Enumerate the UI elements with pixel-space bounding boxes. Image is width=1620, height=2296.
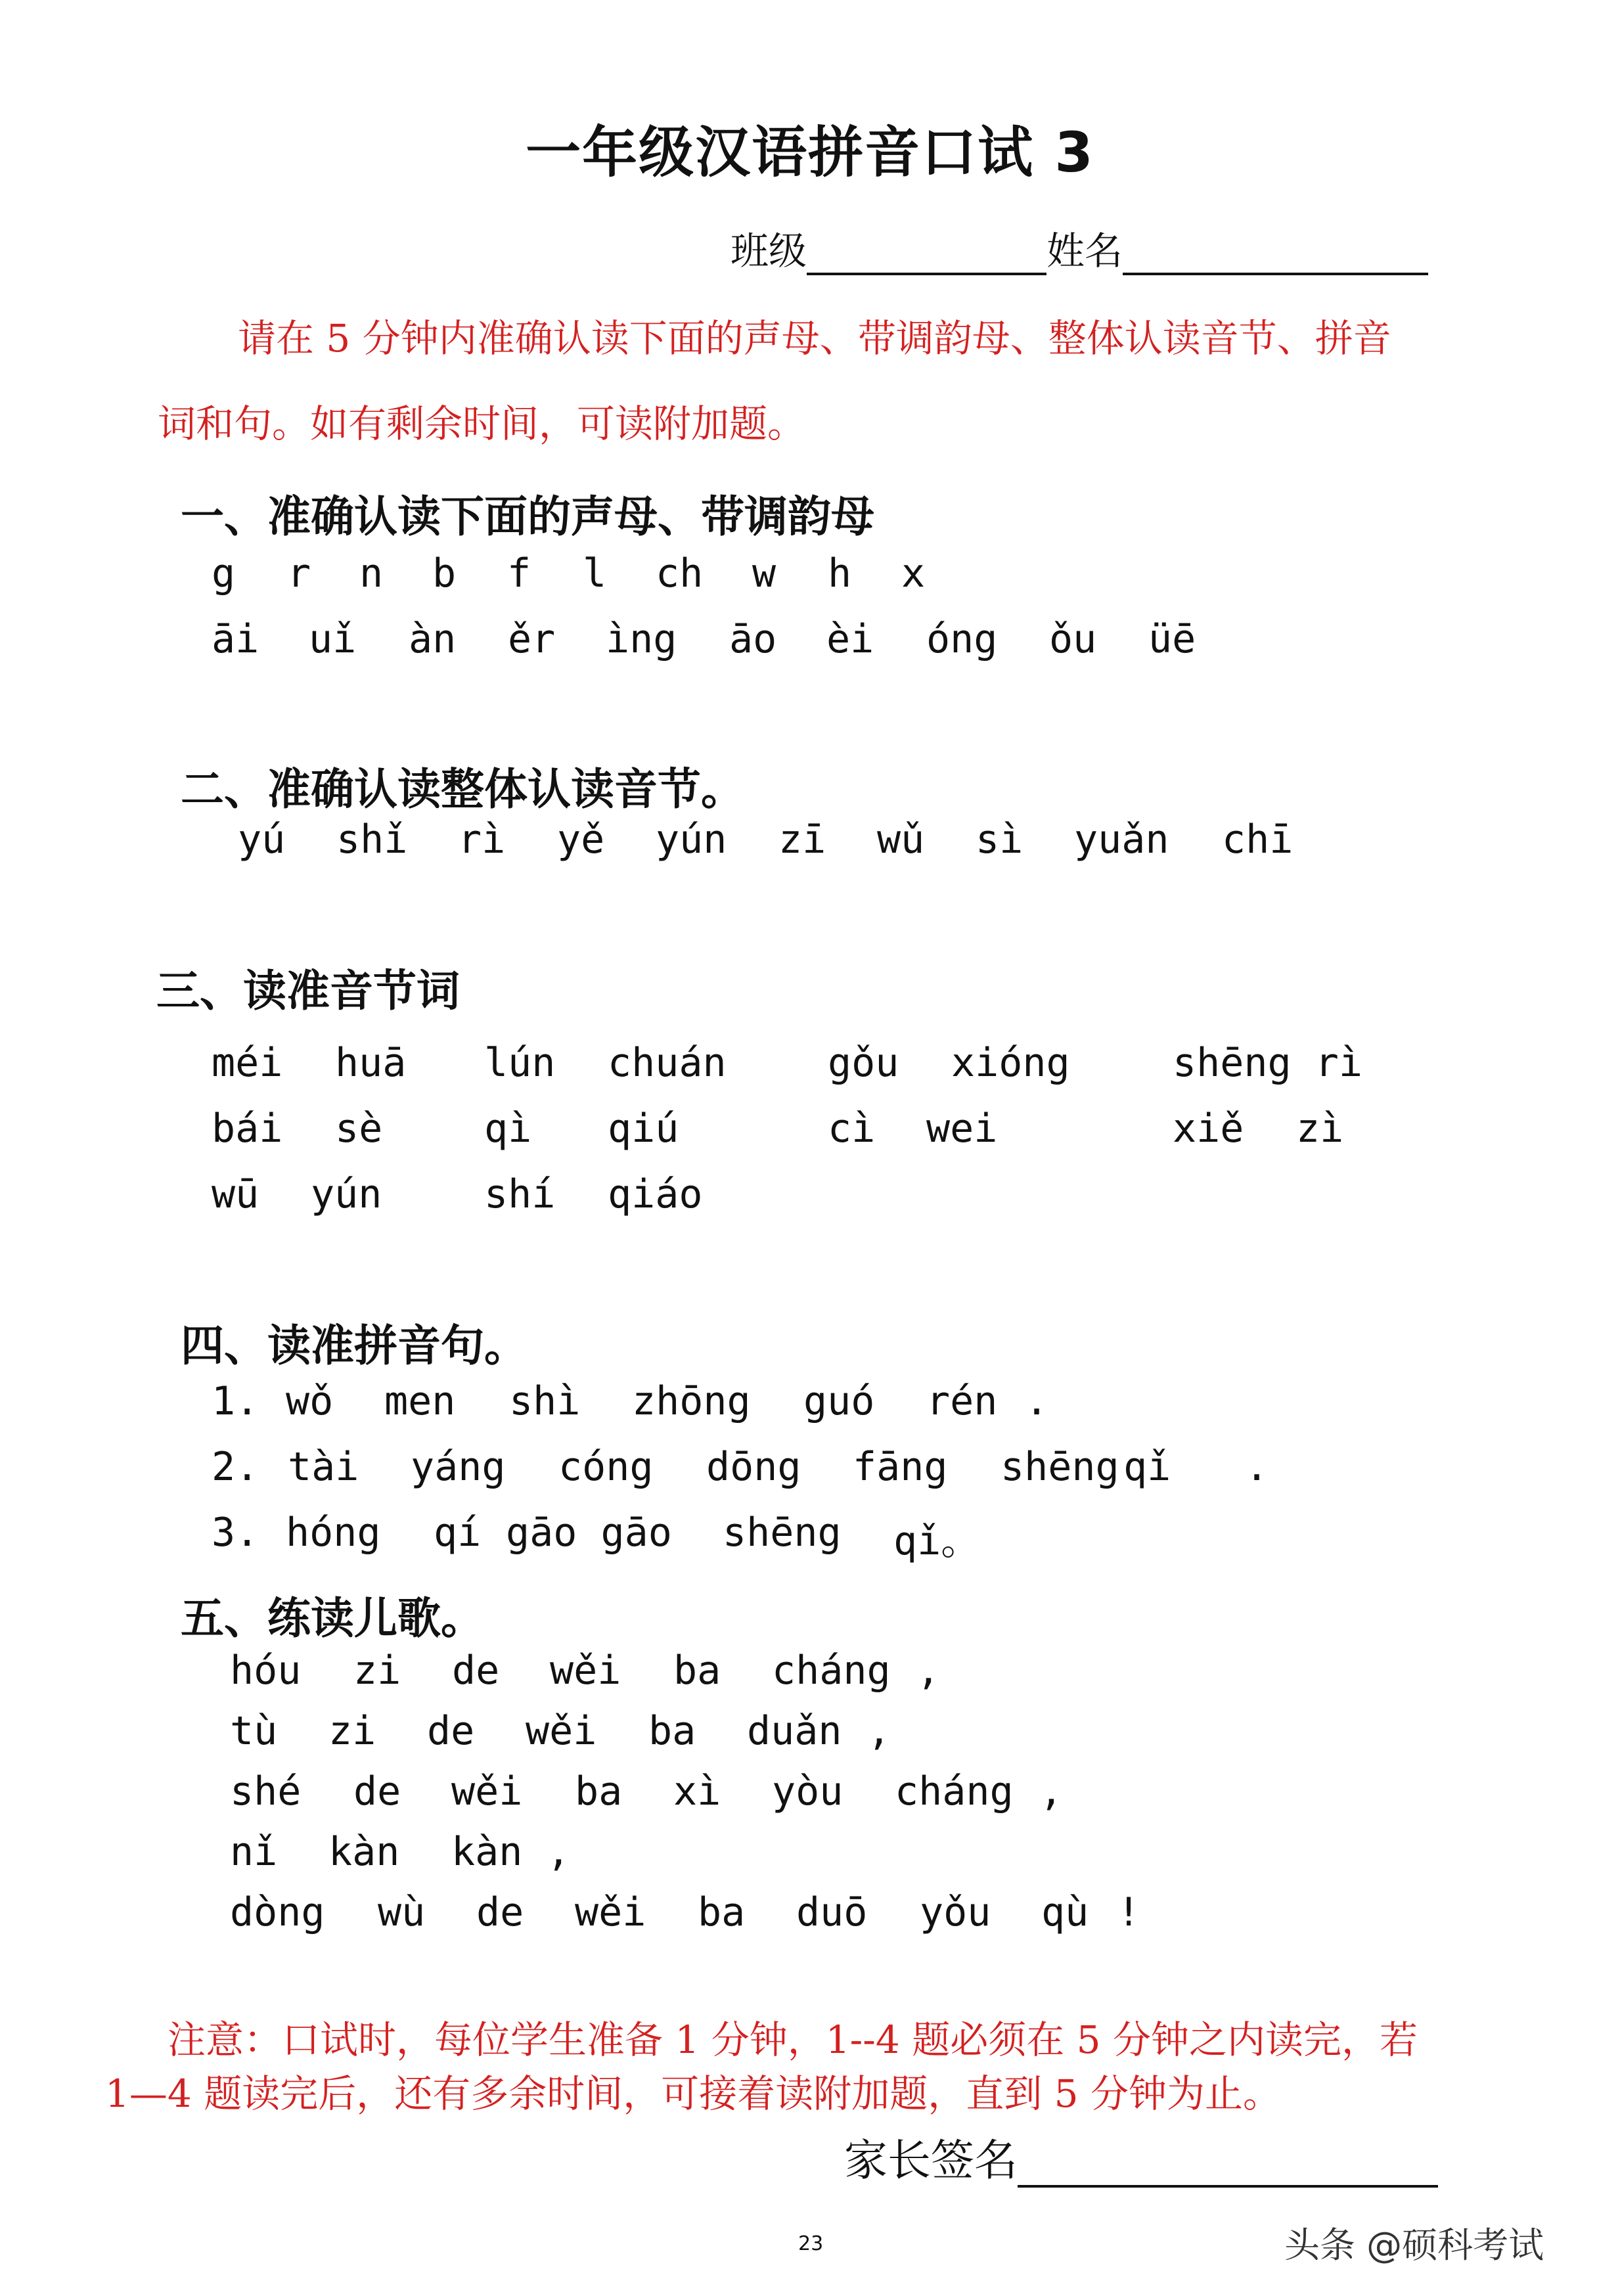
sentence-word: cóng — [558, 1444, 654, 1490]
rhyme-word: kàn — [328, 1829, 400, 1875]
rhyme-word: kàn — [451, 1829, 523, 1875]
final-item: uǐ — [309, 616, 357, 662]
initial-item: g — [212, 551, 236, 597]
initial-item: h — [828, 551, 852, 597]
rhyme-word: de — [353, 1768, 401, 1814]
word-syllable: qì — [484, 1106, 532, 1152]
word-syllable: bái — [212, 1106, 283, 1152]
instructions-line-2: 词和句。如有剩余时间，可读附加题。 — [158, 401, 806, 446]
section-2-heading: 二、准确认读整体认读音节。 — [181, 764, 744, 815]
word-syllable: shí — [484, 1171, 556, 1217]
initial-item: f — [507, 551, 531, 597]
syllable-item: zī — [778, 817, 826, 863]
rhyme-word: cháng — [895, 1768, 1014, 1814]
rhyme-punct: ! — [1117, 1889, 1141, 1935]
rhyme-punct: , — [1039, 1768, 1064, 1814]
rhyme-word: zi — [328, 1708, 376, 1754]
page-number: 23 — [798, 2232, 824, 2255]
rhyme-word: de — [476, 1889, 524, 1935]
word-syllable: yún — [311, 1171, 382, 1217]
word-syllable: xióng — [951, 1040, 1070, 1086]
syllable-item: chī — [1222, 817, 1294, 863]
rhyme-word: yǒu — [920, 1889, 991, 1935]
syllable-item: yě — [557, 817, 605, 863]
section-3-heading: 三、读准音节词 — [156, 966, 460, 1016]
page-title: 一年级汉语拼音口试 3 — [526, 120, 1094, 185]
syllable-item: rì — [458, 817, 506, 863]
rhyme-word: wěi — [526, 1708, 597, 1754]
initial-item: n — [359, 551, 384, 597]
sentence-word: qǐ — [1123, 1444, 1171, 1490]
rhyme-word: tù — [230, 1708, 278, 1754]
note-line-2: 1—4 题读完后，还有多余时间，可接着读附加题，直到 5 分钟为止。 — [105, 2071, 1282, 2116]
word-syllable: gǒu — [828, 1040, 899, 1086]
sentence-word: tài — [288, 1444, 359, 1490]
sentence-word: gāo gāo — [506, 1510, 672, 1556]
rhyme-word: duǎn — [747, 1708, 842, 1754]
rhyme-word: duō — [796, 1889, 868, 1935]
sentence-word: shì — [509, 1378, 581, 1424]
sentence-number: 3. — [212, 1510, 259, 1556]
sentence-word: yáng — [411, 1444, 506, 1490]
initial-item: b — [432, 551, 457, 597]
word-syllable: qiú — [608, 1106, 679, 1152]
rhyme-word: dòng — [230, 1889, 325, 1935]
final-item: üē — [1148, 616, 1196, 662]
word-syllable: lún — [484, 1040, 556, 1086]
syllable-item: yuǎn — [1074, 817, 1169, 863]
sentence-word: qǐ。 — [893, 1518, 981, 1564]
final-item: ìng — [606, 616, 677, 662]
rhyme-word: nǐ — [230, 1829, 278, 1875]
rhyme-punct: , — [916, 1648, 941, 1694]
initial-item: ch — [656, 551, 704, 597]
word-syllable: méi — [212, 1040, 283, 1086]
syllable-item: yú — [238, 817, 286, 863]
word-syllable: sè — [335, 1106, 383, 1152]
rhyme-word: wěi — [550, 1648, 621, 1694]
word-syllable: wei — [926, 1106, 998, 1152]
sentence-word: hóng — [286, 1510, 381, 1556]
sentence-word: rén — [926, 1378, 998, 1424]
rhyme-word: cháng — [772, 1648, 891, 1694]
rhyme-word: hóu — [230, 1648, 302, 1694]
rhyme-word: ba — [575, 1768, 623, 1814]
section-1-heading: 一、准确认读下面的声母、带调韵母 — [181, 491, 874, 542]
sentence-word: qí — [434, 1510, 482, 1556]
rhyme-word: yòu — [772, 1768, 844, 1814]
rhyme-word: ba — [673, 1648, 721, 1694]
rhyme-word: zi — [353, 1648, 401, 1694]
instructions-line-1: 请在 5 分钟内准确认读下面的声母、带调韵母、整体认读音节、拼音 — [238, 316, 1391, 361]
final-item: àn — [409, 616, 457, 662]
class-label: 班级 — [731, 229, 807, 273]
word-syllable: chuán — [608, 1040, 727, 1086]
initial-item: r — [287, 551, 311, 597]
word-syllable: cì — [828, 1106, 876, 1152]
sentence-word: dōng — [706, 1444, 801, 1490]
section-4-heading: 四、读准拼音句。 — [181, 1320, 528, 1371]
rhyme-word: ba — [698, 1889, 746, 1935]
sentence-word: wǒ — [286, 1378, 334, 1424]
final-item: āo — [729, 616, 777, 662]
watermark: 头条 @硕科考试 — [1284, 2224, 1544, 2266]
class-name-fields — [731, 220, 1428, 275]
final-item: ǒu — [1049, 616, 1097, 662]
sentence-number: 1. — [212, 1378, 259, 1424]
initial-item: w — [752, 551, 776, 597]
class-blank-field[interactable] — [807, 232, 1046, 275]
signature-blank-field[interactable] — [1018, 2139, 1438, 2188]
word-syllable: qiáo — [608, 1171, 703, 1217]
sentence-punct: . — [1025, 1378, 1049, 1424]
final-item: óng — [926, 616, 998, 662]
signature-label: 家长签名 — [844, 2135, 1018, 2186]
rhyme-word: wù — [378, 1889, 426, 1935]
word-syllable: shēng rì — [1173, 1040, 1362, 1086]
section-5-heading: 五、练读儿歌。 — [181, 1593, 484, 1644]
rhyme-punct: , — [867, 1708, 891, 1754]
word-syllable: zì — [1296, 1106, 1344, 1152]
rhyme-word: de — [427, 1708, 475, 1754]
word-syllable: wū — [212, 1171, 259, 1217]
sentence-word: shēng — [1001, 1444, 1119, 1490]
sentence-word: guó — [803, 1378, 875, 1424]
sentence-number: 2. — [212, 1444, 259, 1490]
rhyme-word: qù — [1041, 1889, 1089, 1935]
syllable-item: wǔ — [877, 817, 925, 863]
rhyme-punct: , — [547, 1829, 571, 1875]
sentence-punct: . — [1245, 1444, 1269, 1490]
syllable-item: sì — [976, 817, 1024, 863]
rhyme-word: wěi — [451, 1768, 523, 1814]
initial-item: x — [901, 551, 926, 597]
syllable-item: yún — [656, 817, 727, 863]
sentence-word: zhōng — [632, 1378, 751, 1424]
syllable-item: shǐ — [336, 817, 408, 863]
sentence-word: fāng — [853, 1444, 948, 1490]
name-label: 姓名 — [1046, 229, 1123, 273]
sentence-word: shēng — [723, 1510, 842, 1556]
word-syllable: huā — [335, 1040, 407, 1086]
rhyme-word: shé — [230, 1768, 302, 1814]
rhyme-word: ba — [648, 1708, 696, 1754]
final-item: ěr — [508, 616, 556, 662]
name-blank-field[interactable] — [1123, 232, 1428, 275]
rhyme-word: de — [452, 1648, 500, 1694]
rhyme-word: wěi — [575, 1889, 646, 1935]
parent-signature — [844, 2125, 1438, 2188]
rhyme-word: xì — [673, 1768, 721, 1814]
initial-item: l — [583, 551, 607, 597]
word-syllable: xiě — [1173, 1106, 1244, 1152]
final-item: èi — [826, 616, 874, 662]
note-line-1: 注意：口试时，每位学生准备 1 分钟，1--4 题必须在 5 分钟之内读完，若 — [168, 2017, 1418, 2062]
final-item: āi — [212, 616, 259, 662]
sentence-word: men — [384, 1378, 456, 1424]
